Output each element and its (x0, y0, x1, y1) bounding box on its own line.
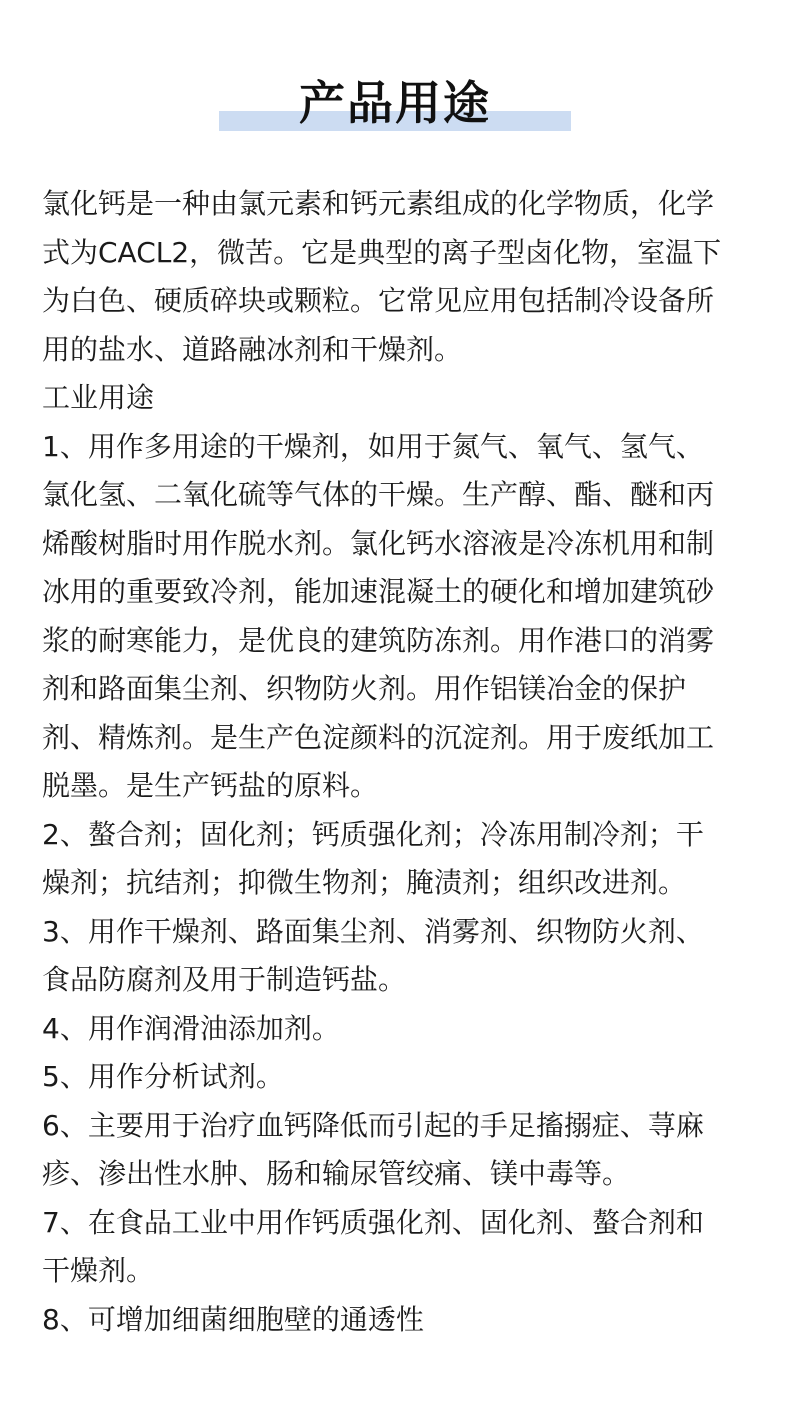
page-title: 产品用途 (299, 76, 491, 130)
list-item-line: 冰用的重要致冷剂，能加速混凝土的硬化和增加建筑砂 (42, 575, 715, 608)
list-item-line: 剂和路面集尘剂、织物防火剂。用作铝镁冶金的保护 (42, 672, 687, 705)
paragraph-line: 氯化钙是一种由氯元素和钙元素组成的化学物质，化学 (42, 187, 715, 220)
list-item-line: 烯酸树脂时用作脱水剂。氯化钙水溶液是冷冻机用和制 (42, 526, 715, 560)
subheading-industrial-uses: 工业用途 (42, 381, 155, 414)
paragraph-line: 用的盐水、道路融冰剂和干燥剂。 (42, 332, 463, 366)
list-item-line: 3、用作干燥剂、路面集尘剂、消雾剂、织物防火剂、 (42, 914, 704, 948)
list-item-line: 8、可增加细菌细胞壁的通透性 (42, 1302, 424, 1336)
list-item-line: 浆的耐寒能力，是优良的建筑防冻剂。用作港口的消雾 (42, 623, 715, 657)
section-header (0, 72, 790, 136)
list-item-line: 氯化氢、二氧化硫等气体的干燥。生产醇、酯、醚和丙 (42, 478, 715, 511)
paragraph-line: 式为CACL2，微苦。它是典型的离子型卤化物，室温下 (42, 235, 722, 269)
list-item-line: 7、在食品工业中用作钙质强化剂、固化剂、螯合剂和 (42, 1205, 704, 1239)
list-item-line: 疹、渗出性水肿、肠和输尿管绞痛、镁中毒等。 (42, 1157, 631, 1190)
list-item-line: 6、主要用于治疗血钙降低而引起的手足搐搦症、荨麻 (42, 1108, 704, 1142)
list-item-line: 1、用作多用途的干燥剂，如用于氮气、氧气、氢气、 (42, 429, 704, 463)
list-item-line: 2、螯合剂；固化剂；钙质强化剂；冷冻用制冷剂；干 (42, 817, 704, 851)
list-item-line: 4、用作润滑油添加剂。 (42, 1011, 340, 1045)
list-item-line: 剂、精炼剂。是生产色淀颜料的沉淀剂。用于废纸加工 (42, 720, 715, 754)
list-item-line: 5、用作分析试剂。 (42, 1060, 284, 1093)
list-item-line: 干燥剂。 (42, 1254, 155, 1287)
article-body (42, 180, 768, 1344)
list-item-line: 食品防腐剂及用于制造钙盐。 (42, 963, 407, 996)
list-item-line: 脱墨。是生产钙盐的原料。 (42, 769, 379, 802)
paragraph-line: 为白色、硬质碎块或颗粒。它常见应用包括制冷设备所 (42, 284, 715, 317)
list-item-line: 燥剂；抗结剂；抑微生物剂；腌渍剂；组织改进剂。 (42, 866, 687, 899)
